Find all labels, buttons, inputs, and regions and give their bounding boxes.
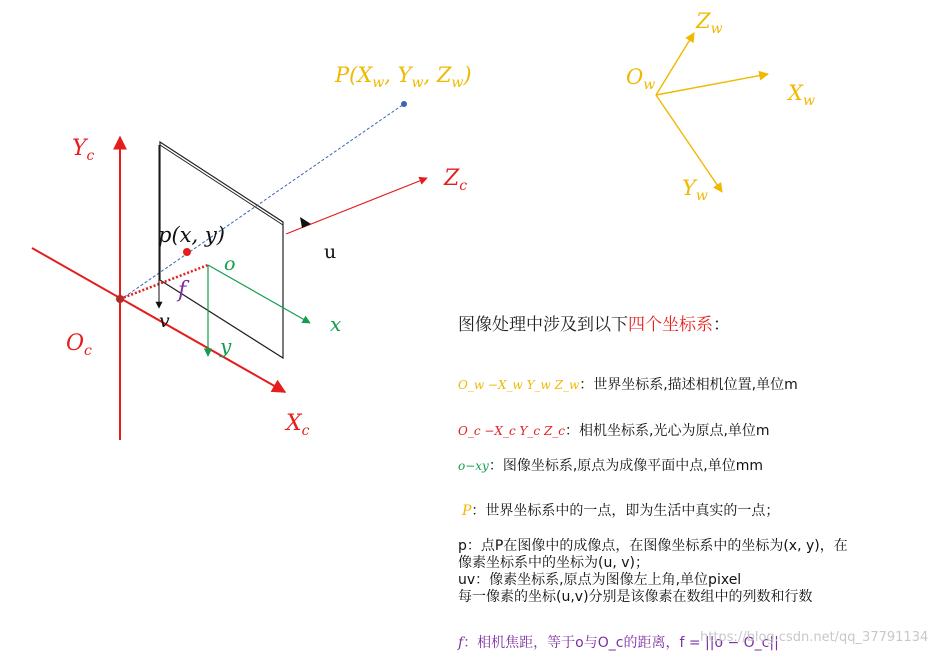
- label-u: u: [324, 241, 337, 263]
- label-o: o: [224, 253, 236, 275]
- world-symbol: O_w −X_w Y_w Z_w: [458, 378, 580, 392]
- heading-highlight: 四个坐标系: [628, 315, 713, 335]
- label-Ow: $O_w$: [626, 65, 656, 93]
- f-symbol: f: [458, 635, 464, 651]
- label-P-world: $P(X_w$, $Y_w$, $Z_w$): [335, 63, 472, 91]
- point-p: [183, 248, 191, 256]
- label-Zc: $Z_c$: [444, 166, 468, 194]
- world-description: ：世界坐标系,描述相机位置,单位m: [579, 377, 798, 393]
- u-axis-arrowhead: [300, 217, 311, 228]
- label-Yw: $Y_w$: [682, 176, 708, 204]
- label-Oc: $O_c$: [66, 331, 92, 359]
- Zw-axis: [656, 33, 694, 95]
- P-symbol: P: [462, 503, 472, 519]
- watermark: https://blog.csdn.net/qq_37791134: [700, 630, 928, 645]
- heading-text: 图像处理中涉及到以下: [458, 315, 628, 335]
- legend-world: [458, 374, 798, 394]
- label-Xc: $X_c$: [286, 411, 310, 439]
- P-description: ：世界坐标系中的一点，即为生活中真实的一点；: [471, 503, 780, 519]
- label-Yc: $Y_c$: [72, 136, 95, 164]
- legend-p: [458, 538, 848, 606]
- image-plane-top-edge: [160, 145, 283, 225]
- heading-colon: ：: [713, 315, 730, 335]
- legend-image: [458, 455, 763, 475]
- uv-description: uv：像素坐标系,原点为图像左上角,单位pixel: [458, 572, 742, 588]
- point-P: [401, 101, 407, 107]
- legend-camera: [458, 420, 770, 440]
- camera-symbol: O_c −X_c Y_c Z_c: [458, 424, 566, 438]
- coordinate-systems-heading: [458, 310, 730, 335]
- label-x: x: [330, 312, 342, 336]
- camera-description: ：相机坐标系,光心为原点,单位m: [565, 423, 770, 439]
- p-description-line1: p：点P在图像中的成像点，在图像坐标系中的坐标为(x, y)，在: [458, 538, 848, 554]
- label-v: v: [159, 310, 170, 332]
- image-plane: [160, 142, 283, 358]
- image-description: ：图像坐标系,原点为成像平面中点,单位mm: [488, 458, 764, 474]
- Xw-axis: [656, 74, 768, 95]
- label-p-image: p(x, y): [158, 223, 225, 247]
- p-description-line2: 像素坐标系中的坐标为(u, v)；: [458, 555, 649, 571]
- legend-P: [462, 500, 779, 520]
- uv-description-line2: 每一像素的坐标(u,v)分别是该像素在数组中的列数和行数: [458, 589, 813, 605]
- ray-to-P: [120, 104, 404, 300]
- label-Xw: $X_w$: [788, 81, 815, 109]
- label-Zw: $Z_w$: [696, 9, 723, 37]
- label-f: f: [178, 278, 187, 303]
- image-symbol: o−xy: [458, 459, 489, 473]
- label-y: y: [220, 334, 232, 358]
- f-description: ：相机焦距，等于o与O_c的距离，f = ||o − O_c||: [463, 635, 779, 651]
